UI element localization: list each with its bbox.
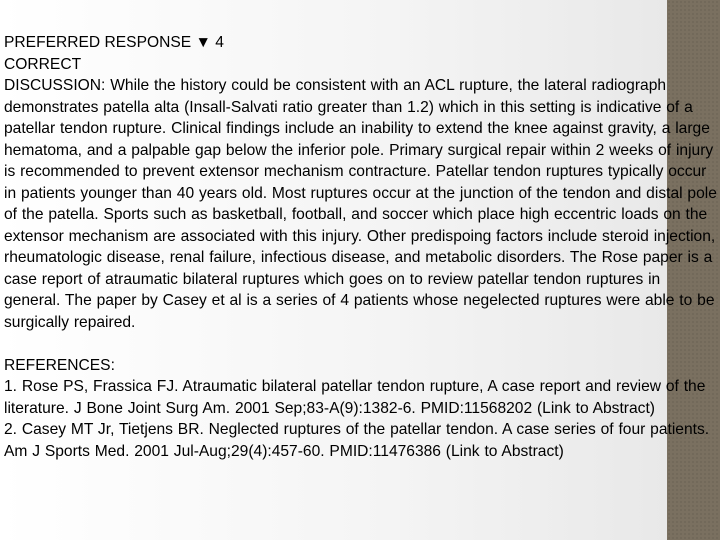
section-spacer <box>4 333 718 355</box>
correct-status: CORRECT <box>4 55 82 73</box>
answer-content <box>4 32 718 462</box>
reference-item-1: 1. Rose PS, Frassica FJ. Atraumatic bilateral patellar tendon rupture, A case report and review of the literature. J Bone Joint Surg Am. 2001 Sep;83-A(9):1382-6. PMID:11568202 (Link to Abstract) <box>4 378 706 417</box>
reference-item-2: 2. Casey MT Jr, Tietjens BR. Neglected ruptures of the patellar tendon. A case series of four patients. Am J Sports Med. 2001 Jul-Aug;29(4):457-60. PMID:11476386 (Link to Abstract) <box>4 421 710 460</box>
preferred-response-label: PREFERRED RESPONSE ▼ 4 <box>4 34 224 51</box>
discussion-text: DISCUSSION: While the history could be consistent with an ACL rupture, the lateral radiograph demonstrates patella alta (Insall-Salvati ratio greater than 1.2) which in this setting is indicative of a patellar tendon rupture. Clinical findings include an inability to extend the knee against gravity, a large hematoma, and a palpable gap below the inferior pole. Primary surgical repair within 2 weeks of injury is recommended to prevent extensor mechanism contracture. Patellar tendon ruptures typically occur in patients younger than 40 years old. Most ruptures occur at the junction of the tendon and distal pole of the patella. Sports such as basketball, football, and soccer which place high eccentric loads on the extensor mechanism are associated with this injury. Other predispoing factors include steroid injection, rheumatologic disease, renal failure, infectious disease, and metabolic disorders. The Rose paper is a case report of atraumatic bilateral ruptures which goes on to review patellar tendon ruptures in general. The paper by Casey et al is a series of 4 patients whose negelected ruptures were able to be surgically repaired. <box>4 77 717 331</box>
references-heading: REFERENCES: <box>4 356 115 374</box>
